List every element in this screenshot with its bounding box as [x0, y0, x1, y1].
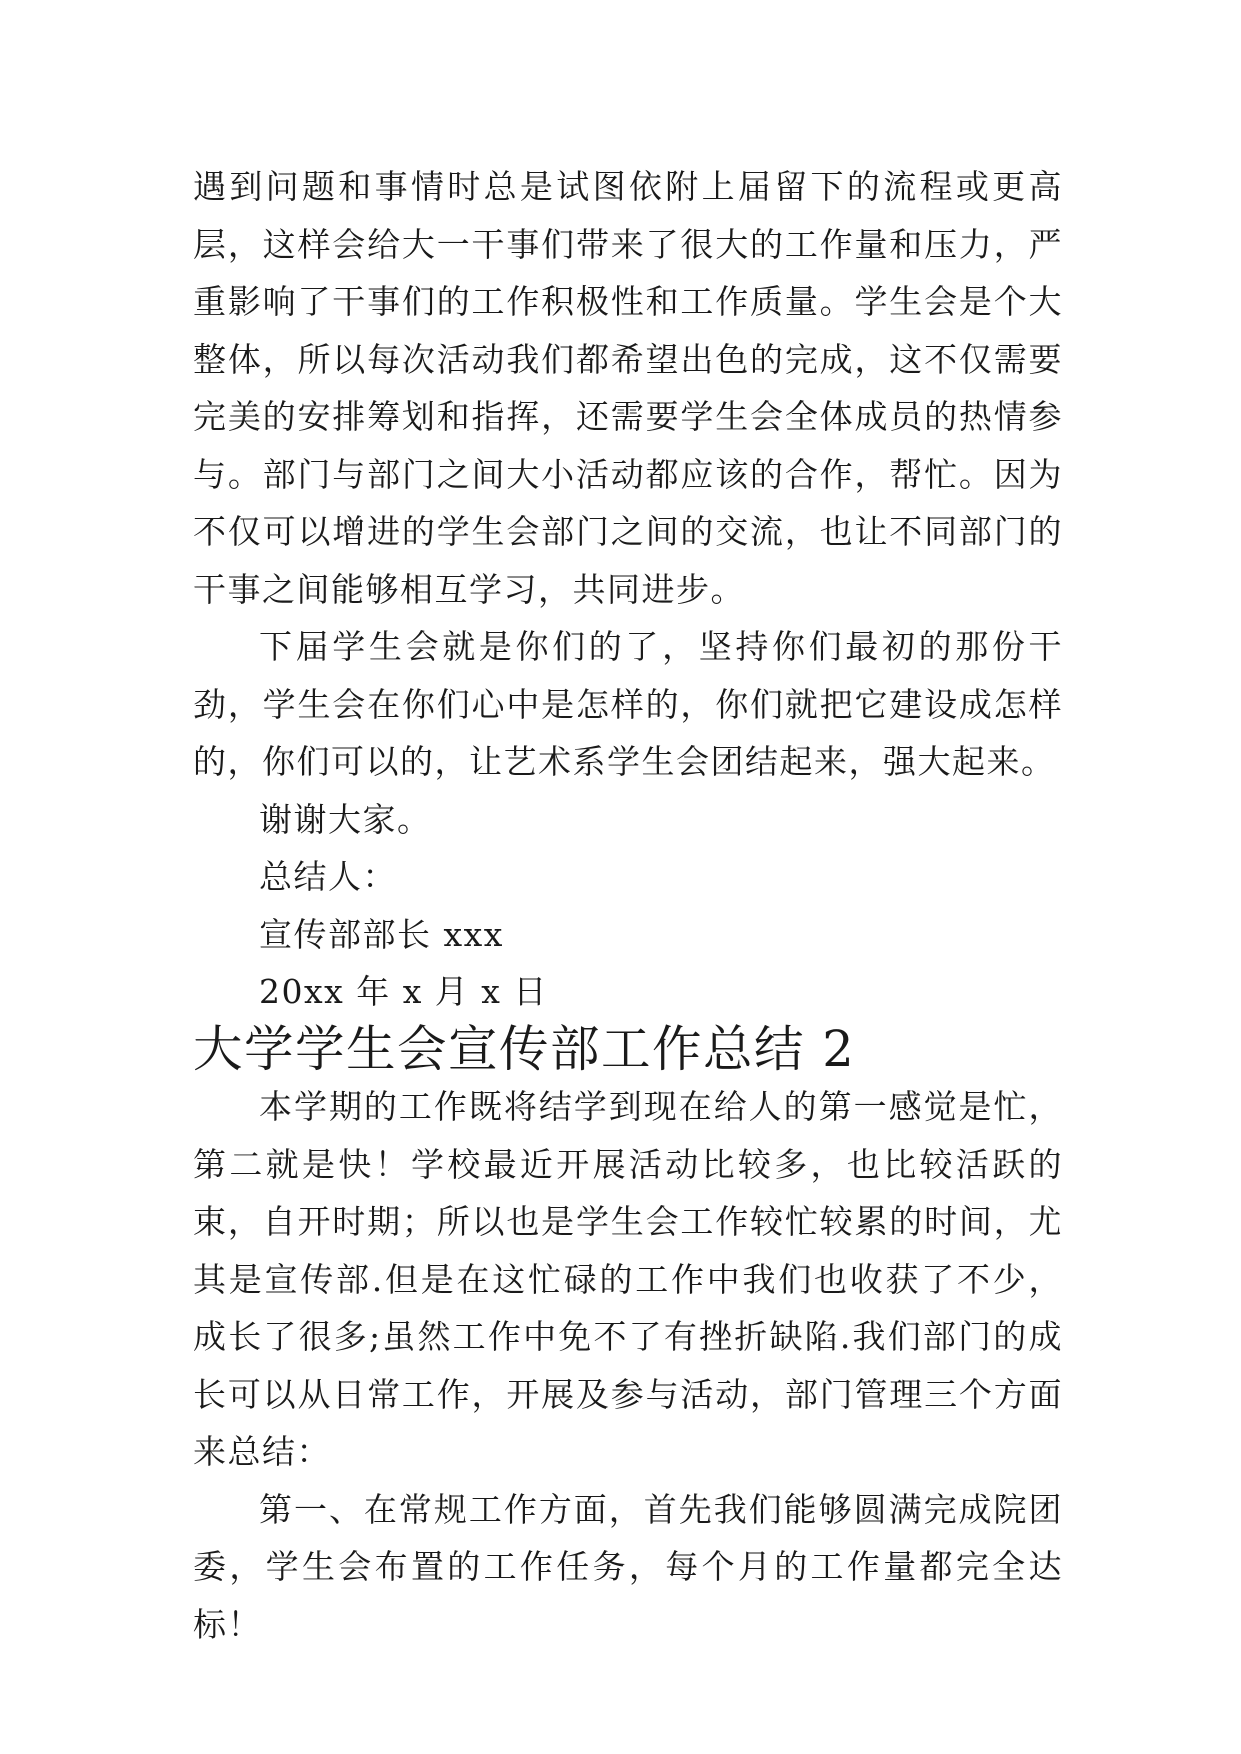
thanks-line: 谢谢大家。 — [259, 799, 432, 839]
author-title: 宣传部部长 xxx — [259, 914, 504, 954]
document-body — [193, 158, 1063, 1653]
section-heading: 大学学生会宣传部工作总结 2 — [193, 1019, 856, 1078]
paragraph-routine-work: 第一、在常规工作方面，首先我们能够圆满完成院团委，学生会布置的工作任务，每个月的工作量都完全达标！ — [193, 1489, 1063, 1644]
signoff-date: 20xx 年 x 月 x 日 — [259, 972, 548, 1011]
paragraph-continuation: 遇到问题和事情时总是试图依附上届留下的流程或更高层，这样会给大一干事们带来了很大的工作量和压力，严重影响了干事们的工作积极性和工作质量。学生会是个大整体，所以每次活动我们都希望出色的完成，这不仅需要完美的安排筹划和指挥，还需要学生会全体成员的热情参与。部门与部门之间大小活动都应该的合作，帮忙。因为不仅可以增进的学生会部门之间的交流，也让不同部门的干事之间能够相互学习，共同进步。 — [193, 167, 1063, 609]
paragraph-next-council: 下届学生会就是你们的了，坚持你们最初的那份干劲，学生会在你们心中是怎样的，你们就把它建设成怎样的，你们可以的，让艺术系学生会团结起来，强大起来。 — [193, 627, 1063, 781]
paragraph-semester-summary: 本学期的工作既将结学到现在给人的第一感觉是忙，第二就是快！学校最近开展活动比较多，也比较活跃的束，自开时期；所以也是学生会工作较忙较累的时间，尤其是宣传部.但是在这忙碌的工作中我们也收获了不少，成长了很多;虽然工作中免不了有挫折缺陷.我们部门的成长可以从日常工作，开展及参与活动，部门管理三个方面来总结： — [193, 1087, 1063, 1471]
author-label: 总结人： — [259, 857, 397, 896]
